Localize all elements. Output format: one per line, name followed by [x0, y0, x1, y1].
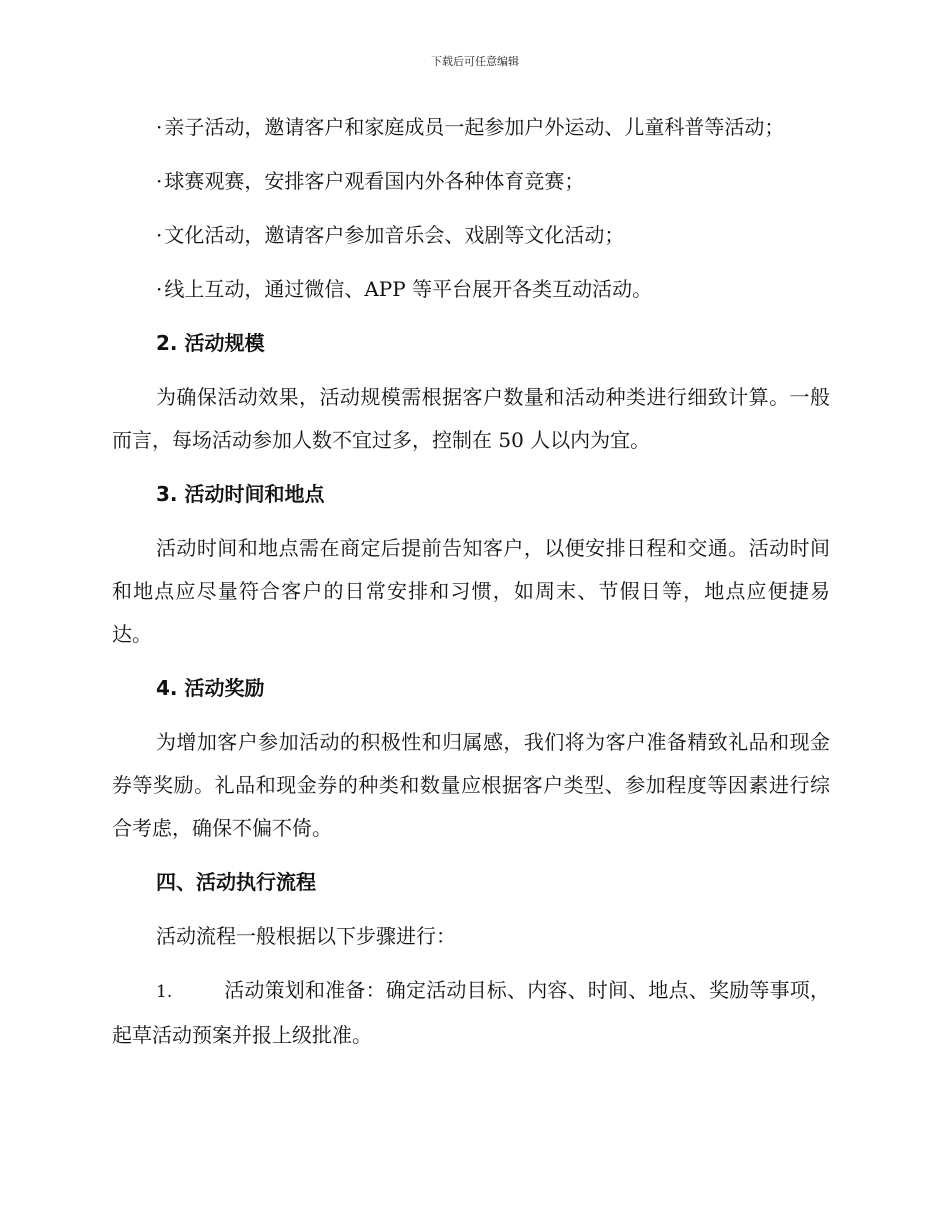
bullet-icon: ·: [156, 277, 163, 301]
bullet-item-1: [112, 106, 830, 149]
bullet-text: 线上互动，通过微信、APP 等平台展开各类互动活动。: [164, 277, 653, 301]
bullet-icon: ·: [156, 169, 163, 193]
bullet-item-4: [112, 268, 830, 311]
bullet-text: 球赛观赛，安排客户观看国内外各种体育竞赛；: [164, 169, 585, 193]
step-number: 1.: [156, 982, 173, 1002]
step-text: 活动策划和准备：确定活动目标、内容、时间、地点、奖励等事项，起草活动预案并报上级批准。: [112, 978, 830, 1047]
header-note: 下载后可任意编辑: [431, 55, 519, 68]
chapter-intro: 活动流程一般根据以下步骤进行：: [156, 924, 456, 948]
section-heading-4: 4. 活动奖励: [156, 676, 265, 700]
bullet-icon: ·: [156, 115, 163, 139]
section-heading-3: 3. 活动时间和地点: [156, 482, 325, 506]
bullet-item-2: [112, 160, 830, 203]
numbered-step-1: [112, 969, 830, 1057]
section-body-2: 为确保活动效果，活动规模需根据客户数量和活动种类进行细致计算。一般而言，每场活动参加人数不宜过多，控制在 50 人以内为宜。: [112, 385, 830, 452]
bullet-item-3: [112, 214, 830, 257]
bullet-text: 文化活动，邀请客户参加音乐会、戏剧等文化活动；: [164, 223, 625, 247]
section-body-4: 为增加客户参加活动的积极性和归属感，我们将为客户准备精致礼品和现金券等奖励。礼品和现金券的种类和数量应根据客户类型、参加程度等因素进行综合考虑，确保不偏不倚。: [112, 730, 830, 840]
bullet-text: 亲子活动，邀请客户和家庭成员一起参加户外运动、儿童科普等活动；: [164, 115, 785, 139]
document-body: [112, 106, 830, 1057]
section-heading-2: 2. 活动规模: [156, 331, 265, 355]
section-body-3: 活动时间和地点需在商定后提前告知客户，以便安排日程和交通。活动时间和地点应尽量符合客户的日常安排和习惯，如周末、节假日等，地点应便捷易达。: [112, 536, 830, 646]
chapter-heading-4: 四、活动执行流程: [156, 870, 316, 894]
bullet-icon: ·: [156, 223, 163, 247]
